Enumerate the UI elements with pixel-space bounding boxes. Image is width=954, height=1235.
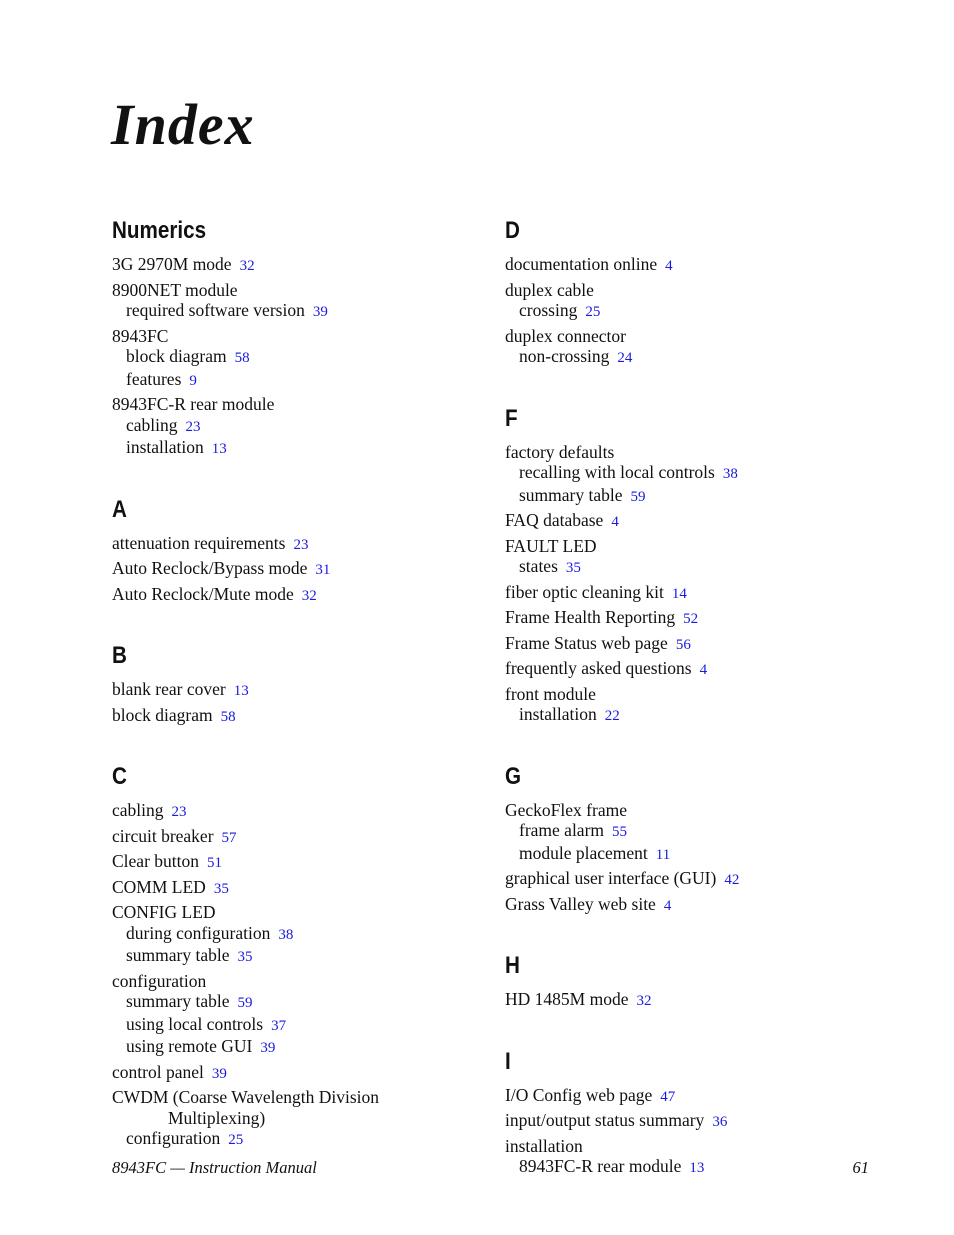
page-link[interactable]: 35 (237, 949, 253, 965)
index-column-left (112, 214, 492, 1184)
entry-term: 8943FC (112, 325, 169, 346)
entry-line (112, 558, 492, 581)
subentry-line (505, 300, 885, 323)
entry-term: front module (505, 683, 596, 704)
entry-term: I/O Config web page (505, 1084, 653, 1105)
entry-term: blank rear cover (112, 679, 226, 699)
index-section (112, 639, 492, 727)
index-section (505, 949, 885, 1012)
entry-line (505, 894, 885, 917)
index-entry (112, 558, 492, 581)
subentry-term: summary table (519, 484, 623, 505)
entry-line (505, 684, 885, 705)
entry-line (505, 868, 885, 891)
index-entry (505, 894, 885, 917)
index-entry (505, 536, 885, 579)
index-entry (505, 254, 885, 277)
index-entry (112, 326, 492, 392)
subentry-line (112, 369, 492, 392)
index-entry (505, 684, 885, 727)
entry-line (505, 254, 885, 277)
index-entry (112, 280, 492, 323)
entry-term: circuit breaker (112, 825, 214, 846)
page-link[interactable]: 39 (260, 1040, 276, 1056)
subentry-line (112, 945, 492, 968)
entry-term: GeckoFlex frame (505, 799, 627, 820)
page-link[interactable]: 47 (660, 1088, 676, 1105)
page-link[interactable]: 39 (211, 1065, 227, 1082)
entry-line (112, 1087, 492, 1108)
section-heading: C (112, 763, 127, 790)
subentry-line (112, 1036, 492, 1059)
entry-line (112, 584, 492, 607)
page-link[interactable]: 37 (271, 1017, 287, 1034)
entry-term: Grass Valley web site (505, 893, 656, 914)
entry-term: configuration (112, 970, 207, 991)
subentry-line (112, 1014, 492, 1037)
entry-line (505, 607, 885, 630)
subentry-term: cabling (126, 414, 178, 435)
index-section (112, 760, 492, 1151)
page-link[interactable]: 55 (612, 824, 628, 840)
page-link[interactable]: 25 (585, 304, 601, 320)
entry-term: 8943FC-R rear module (112, 394, 275, 414)
section-heading: B (112, 642, 127, 669)
page-link[interactable]: 35 (213, 880, 229, 897)
subentry-term: using remote GUI (126, 1036, 253, 1056)
entry-line (112, 800, 492, 823)
entry-term: FAQ database (505, 510, 604, 530)
section-heading: D (505, 217, 520, 244)
page-link[interactable]: 31 (315, 562, 331, 578)
entry-term: CWDM (Coarse Wavelength Division (112, 1087, 380, 1107)
page-link[interactable]: 38 (278, 926, 294, 943)
page-link[interactable]: 4 (663, 897, 672, 914)
page-link[interactable]: 52 (683, 611, 699, 627)
subentry-line (505, 485, 885, 508)
subentry-line (112, 923, 492, 946)
entry-term: 8900NET module (112, 279, 238, 300)
entry-line (505, 1085, 885, 1108)
index-section (505, 1045, 885, 1179)
page-link[interactable]: 25 (228, 1132, 244, 1148)
index-entry (112, 902, 492, 968)
page-link[interactable]: 42 (724, 872, 740, 888)
subentry-line (112, 437, 492, 460)
page-link[interactable]: 59 (630, 488, 646, 505)
index-section (112, 493, 492, 607)
footer-page-number: 61 (852, 1158, 869, 1177)
entry-term: FAULT LED (505, 535, 597, 556)
section-heading: I (505, 1047, 511, 1075)
subentry-line (505, 843, 885, 866)
index-entry (505, 1085, 885, 1108)
subentry-term: using local controls (126, 1013, 264, 1034)
entry-term: 3G 2970M mode (112, 254, 232, 274)
subentry-line (505, 704, 885, 727)
index-entry (112, 254, 492, 277)
index-entry (505, 326, 885, 369)
index-entry (505, 607, 885, 630)
index-entry (505, 442, 885, 508)
entry-line (112, 679, 492, 702)
page-link[interactable]: 14 (671, 585, 687, 602)
page-link[interactable]: 39 (312, 304, 328, 320)
index-section (112, 214, 492, 460)
page-link[interactable]: 4 (665, 258, 673, 274)
page-link[interactable]: 4 (611, 514, 619, 530)
page-link[interactable]: 58 (234, 350, 250, 366)
subentry-term: required software version (126, 300, 305, 320)
footer-manual-title: 8943FC — Instruction Manual (112, 1158, 317, 1177)
index-entry (112, 1062, 492, 1085)
page-link[interactable]: 32 (636, 993, 652, 1009)
subentry-term: frame alarm (519, 820, 605, 840)
entry-line (112, 394, 492, 415)
page-link[interactable]: 23 (293, 536, 309, 553)
entry-line (505, 536, 885, 557)
page-link[interactable]: 13 (689, 1160, 705, 1176)
subentry-line (112, 991, 492, 1014)
index-entry (112, 679, 492, 702)
entry-term: installation (505, 1135, 583, 1156)
entry-term: CONFIG LED (112, 902, 216, 922)
index-entry (505, 510, 885, 533)
entry-term: COMM LED (112, 876, 206, 897)
page-link[interactable]: 23 (171, 804, 187, 820)
entry-line (505, 800, 885, 821)
index-entry (505, 633, 885, 656)
subentry-term: installation (519, 704, 597, 724)
section-heading: A (112, 495, 127, 523)
entry-term: input/output status summary (505, 1110, 705, 1130)
subentry-term: summary table (126, 991, 230, 1011)
page-link[interactable]: 32 (239, 258, 255, 274)
subentry-term: installation (126, 437, 204, 457)
subentry-term: crossing (519, 300, 578, 320)
subentry-line (112, 415, 492, 438)
index-entry (505, 989, 885, 1012)
page-link[interactable]: 57 (221, 829, 237, 846)
subentry-line (505, 1156, 885, 1179)
subentry-term: summary table (126, 945, 230, 965)
subentry-term: features (126, 368, 182, 389)
entry-term: Frame Status web page (505, 632, 668, 653)
entry-line (505, 510, 885, 533)
subentry-line (112, 346, 492, 369)
page-link[interactable]: 13 (233, 683, 249, 699)
subentry-line (505, 462, 885, 485)
index-entry (112, 826, 492, 849)
entry-term: fiber optic cleaning kit (505, 581, 664, 602)
entry-line (505, 633, 885, 656)
entry-line (112, 533, 492, 556)
page-link[interactable]: 23 (185, 418, 201, 435)
entry-line (505, 326, 885, 347)
entry-term-continued: Multiplexing) (168, 1107, 266, 1128)
entry-term: duplex cable (505, 279, 594, 300)
index-entry (505, 280, 885, 323)
page-link[interactable]: 38 (722, 466, 738, 482)
page-link[interactable]: 4 (699, 662, 708, 678)
index-entry (112, 877, 492, 900)
subentry-line (505, 346, 885, 369)
subentry-line (112, 1128, 492, 1151)
index-entry (112, 851, 492, 874)
subentry-line (505, 820, 885, 843)
index-entry (112, 705, 492, 728)
page-link[interactable]: 51 (207, 855, 222, 871)
entry-line (112, 705, 492, 728)
index-entry (112, 533, 492, 556)
page-link[interactable]: 22 (604, 708, 620, 724)
entry-term: Frame Health Reporting (505, 607, 676, 627)
section-heading: H (505, 952, 520, 979)
page-link[interactable]: 11 (655, 846, 671, 863)
entry-term: block diagram (112, 704, 213, 725)
page-link[interactable]: 58 (220, 708, 236, 725)
index-section (505, 760, 885, 917)
subentry-term: during configuration (126, 922, 271, 943)
entry-line (112, 902, 492, 923)
entry-line (112, 1062, 492, 1085)
entry-term: control panel (112, 1061, 204, 1082)
page-link[interactable]: 32 (301, 587, 317, 604)
subentry-term: module placement (519, 842, 648, 863)
subentry-term: 8943FC-R rear module (519, 1156, 682, 1176)
page-title: Index (111, 92, 255, 157)
subentry-line (505, 556, 885, 579)
entry-line (112, 877, 492, 900)
entry-line (505, 989, 885, 1012)
entry-line (505, 658, 885, 681)
entry-line (112, 254, 492, 277)
index-entry (112, 800, 492, 823)
subentry-line (112, 300, 492, 323)
entry-term: documentation online (505, 254, 658, 274)
index-entry (505, 1136, 885, 1179)
index-entry (112, 584, 492, 607)
subentry-term: non-crossing (519, 346, 610, 366)
entry-line (505, 280, 885, 301)
index-entry (505, 868, 885, 891)
index-section (505, 402, 885, 727)
entry-term: HD 1485M mode (505, 989, 629, 1009)
subentry-term: recalling with local controls (519, 462, 715, 482)
section-heading: Numerics (112, 217, 207, 244)
subentry-term: states (519, 556, 558, 576)
entry-line (112, 826, 492, 849)
entry-line (112, 280, 492, 301)
entry-term: Auto Reclock/Bypass mode (112, 558, 308, 578)
index-entry (112, 394, 492, 460)
section-heading: F (505, 404, 518, 432)
subentry-term: block diagram (126, 346, 227, 366)
entry-term: Auto Reclock/Mute mode (112, 583, 294, 604)
index-entry (505, 1110, 885, 1133)
index-entry (112, 971, 492, 1059)
page-link[interactable]: 13 (211, 441, 227, 457)
entry-term: attenuation requirements (112, 532, 286, 553)
entry-line (505, 442, 885, 463)
entry-term: graphical user interface (GUI) (505, 868, 717, 888)
page-link[interactable]: 24 (617, 350, 633, 366)
entry-line (505, 1136, 885, 1157)
page-link[interactable]: 59 (237, 995, 253, 1011)
index-entry (505, 582, 885, 605)
entry-line (505, 582, 885, 605)
entry-line (112, 326, 492, 347)
entry-term: cabling (112, 800, 164, 820)
index-entry (112, 1087, 492, 1151)
index-column-right (505, 214, 885, 1212)
entry-line (112, 851, 492, 874)
entry-term: frequently asked questions (505, 658, 692, 678)
section-heading: G (505, 762, 522, 790)
page-link[interactable]: 56 (675, 636, 691, 653)
entry-term: factory defaults (505, 441, 615, 462)
entry-line (112, 971, 492, 992)
page-link[interactable]: 36 (712, 1114, 728, 1130)
entry-term: duplex connector (505, 325, 626, 346)
subentry-term: configuration (126, 1128, 221, 1148)
entry-line (505, 1110, 885, 1133)
index-entry (505, 658, 885, 681)
entry-term: Clear button (112, 851, 199, 871)
index-section (505, 214, 885, 369)
index-entry (505, 800, 885, 866)
page-link[interactable]: 35 (565, 560, 581, 576)
page-link[interactable]: 9 (189, 372, 197, 389)
